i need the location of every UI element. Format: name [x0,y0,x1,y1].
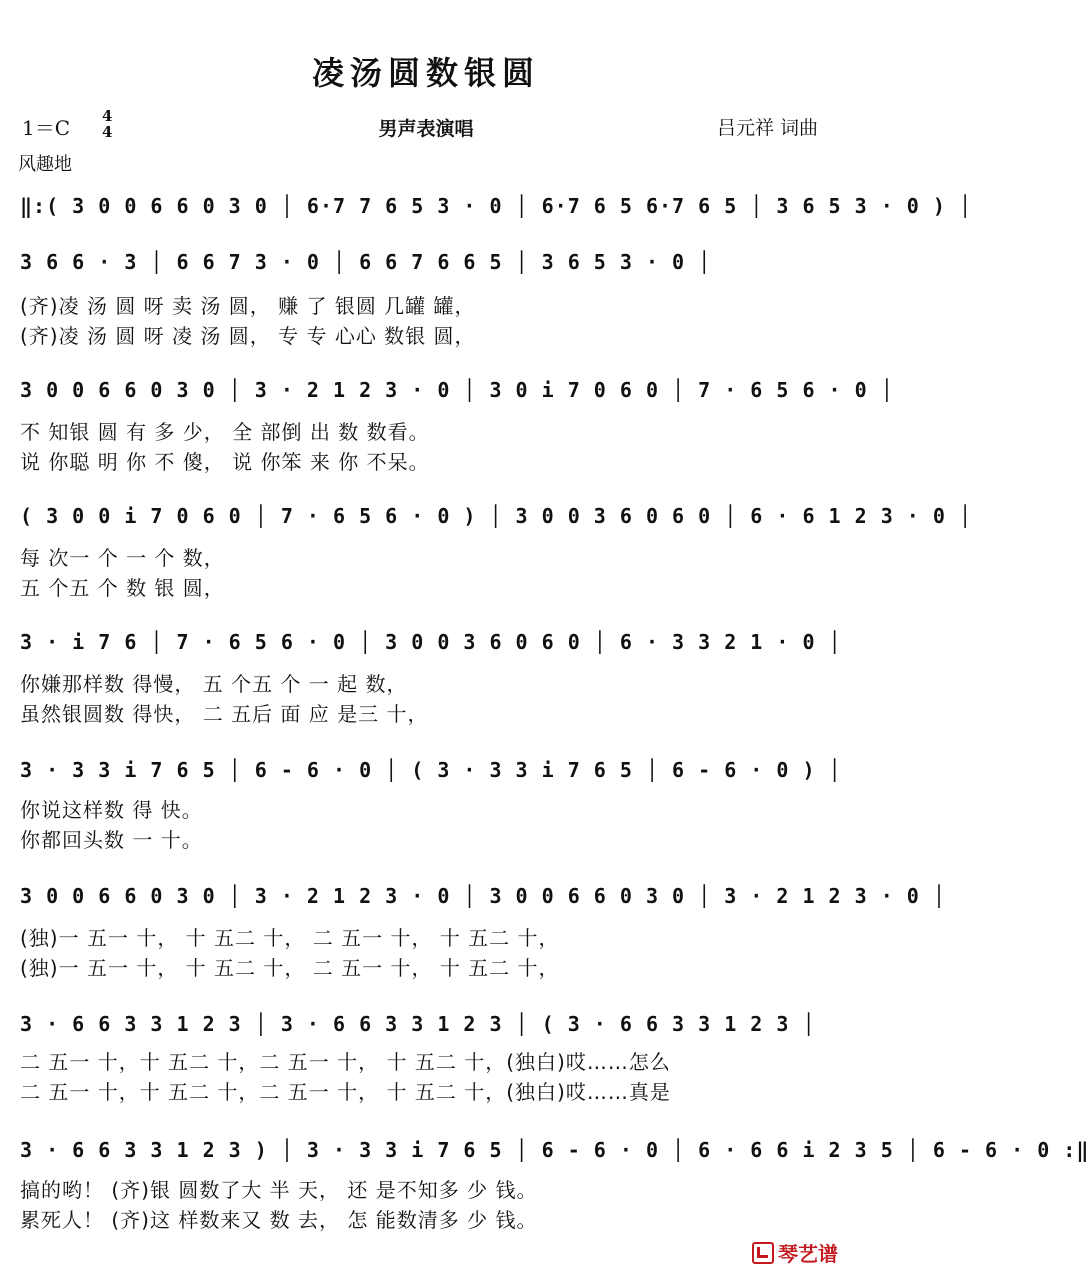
lyric-line-6a: 你说这样数 得 快。 [20,798,203,822]
lyric-line-5b: 虽然银圆数 得快， 二 五后 面 应 是三 十， [20,702,429,726]
notation-line-1: ‖:( 3 0 0 6 6 0 3 0 │ 6·7 7 6 5 3 · 0 │ 6·7 6 5 6·7 6 5 │ 3 6 5 3 · 0 ) │ [20,194,972,218]
lyric-line-5a: 你嫌那样数 得慢， 五 个五 个 一 起 数， [20,672,408,696]
lyric-line-9b: 累死人！ (齐)这 样数来又 数 去， 怎 能数清多 少 钱。 [20,1208,538,1232]
song-title: 凌汤圆数银圆 [311,54,540,92]
notation-line-5: 3 · i 7 6 │ 7 · 6 5 6 · 0 │ 3 0 0 3 6 0 6 0 │ 6 · 3 3 2 1 · 0 │ [20,630,842,654]
time-signature-top: 4 [102,107,113,125]
lyric-line-4a: 每 次一 个 一 个 数， [20,546,225,570]
key-signature: 1＝C [22,116,71,140]
notation-line-2: 3 6 6 · 3 │ 6 6 7 3 · 0 │ 6 6 7 6 6 5 │ 3 6 5 3 · 0 │ [20,250,712,274]
lyric-line-8b: 二 五一 十，十 五二 十，二 五一 十， 十 五二 十，(独白)哎……真是 [20,1080,671,1104]
time-signature-bottom: 4 [102,123,113,141]
lyric-line-2b: (齐)凌 汤 圆 呀 凌 汤 圆， 专 专 心心 数银 圆， [20,324,476,348]
lyric-line-8a: 二 五一 十，十 五二 十，二 五一 十， 十 五二 十，(独白)哎……怎么 [20,1050,671,1074]
notation-line-8: 3 · 6 6 3 3 1 2 3 │ 3 · 6 6 3 3 1 2 3 │ ( 3 · 6 6 3 3 1 2 3 │ [20,1012,816,1036]
lyric-line-4b: 五 个五 个 数 银 圆， [20,576,225,600]
author-credit: 吕元祥 词曲 [716,117,818,139]
notation-line-7: 3 0 0 6 6 0 3 0 │ 3 · 2 1 2 3 · 0 │ 3 0 0 6 6 0 3 0 │ 3 · 2 1 2 3 · 0 │ [20,884,946,908]
notation-line-6: 3 · 3 3 i 7 6 5 │ 6 - 6 · 0 │ ( 3 · 3 3 i 7 6 5 │ 6 - 6 · 0 ) │ [20,758,842,782]
lyric-line-6b: 你都回头数 一 十。 [20,828,203,852]
tempo-marking: 风趣地 [18,154,72,175]
lyric-line-7a: (独)一 五一 十， 十 五二 十， 二 五一 十， 十 五二 十， [20,926,560,950]
notation-line-4: ( 3 0 0 i 7 0 6 0 │ 7 · 6 5 6 · 0 ) │ 3 0 0 3 6 0 6 0 │ 6 · 6 1 2 3 · 0 │ [20,504,972,528]
notation-line-3: 3 0 0 6 6 0 3 0 │ 3 · 2 1 2 3 · 0 │ 3 0 i 7 0 6 0 │ 7 · 6 5 6 · 0 │ [20,378,894,402]
lyric-line-3b: 说 你聪 明 你 不 傻， 说 你笨 来 你 不呆。 [20,450,430,474]
lyric-line-2a: (齐)凌 汤 圆 呀 卖 汤 圆， 赚 了 银圆 几罐 罐， [20,294,476,318]
lyric-line-7b: (独)一 五一 十， 十 五二 十， 二 五一 十， 十 五二 十， [20,956,560,980]
watermark-logo [752,1238,838,1267]
performance-type: 男声表演唱 [378,118,474,140]
watermark-text: 琴艺谱 [778,1242,838,1266]
lyric-line-3a: 不 知银 圆 有 多 少， 全 部倒 出 数 数看。 [20,420,430,444]
logo-icon [752,1242,774,1264]
notation-line-9: 3 · 6 6 3 3 1 2 3 ) │ 3 · 3 3 i 7 6 5 │ 6 - 6 · 0 │ 6 · 6 6 i 2 3 5 │ 6 - 6 · 0 :‖ [20,1138,1089,1162]
lyric-line-9a: 搞的哟！ (齐)银 圆数了大 半 天， 还 是不知多 少 钱。 [20,1178,538,1202]
